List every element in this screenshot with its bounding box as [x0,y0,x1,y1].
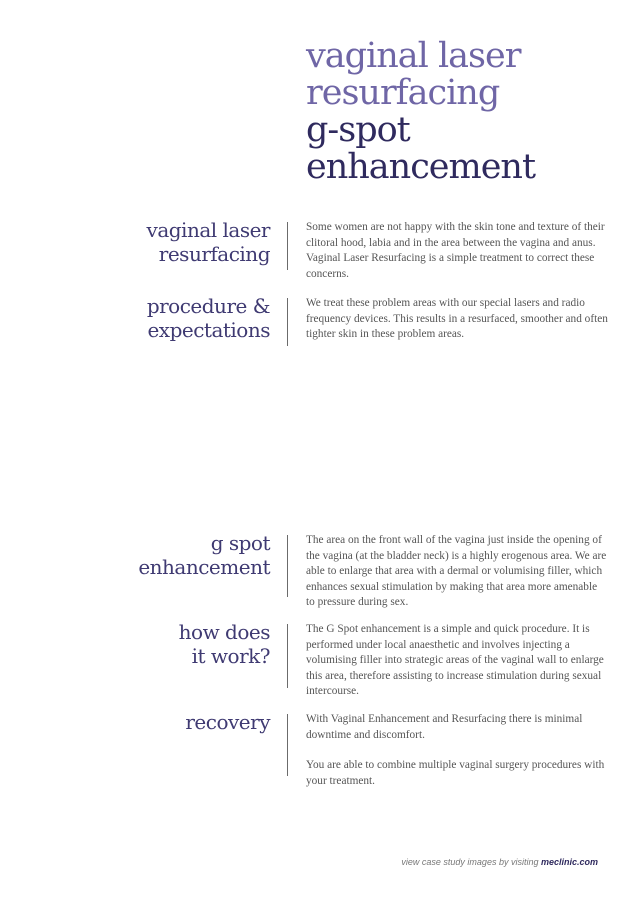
title-line-2: resurfacing [306,73,500,113]
section-divider [287,222,288,270]
label-line: resurfacing [158,242,270,266]
section-body [306,712,608,789]
footer-website-link[interactable]: meclinic.com [540,857,598,867]
body-paragraph: The area on the front wall of the vagina just inside the opening of the vagina (at the bladder neck) is a highly erogenous area. We are able to enlarge that area with a dermal or volumising filler, which enhances sexual stimulation by making that area more amenable to pressure during sex. [306,534,607,608]
body-paragraph: We treat these problem areas with our special lasers and radio frequency devices. This results in a resurfaced, smoother and often tighter skin in these problem areas. [306,297,608,340]
label-line: recovery [185,710,270,734]
section-body [306,296,608,343]
body-paragraph: Some women are not happy with the skin tone and texture of their clitoral hood, labia and in the area between the vagina and anus. Vaginal Laser Resurfacing is a simple treatment to correct these concerns. [306,221,605,280]
section-label [80,294,270,342]
footer-text: view case study images by visiting [401,857,541,867]
section-divider [287,714,288,776]
title-line-4: enhancement [306,147,536,187]
label-line: it work? [191,644,270,668]
section-label [80,531,270,579]
label-line: vaginal laser [146,218,270,242]
label-line: expectations [147,318,270,342]
label-line: procedure & [146,294,270,318]
body-paragraph: You are able to combine multiple vaginal surgery procedures with your treatment. [306,759,605,787]
body-paragraph: The G Spot enhancement is a simple and quick procedure. It is performed under local anaesthetic and involves injecting a volumising filler into strategic areas of the vaginal wall to enlarge this area, therefore assisting to increase stimulation during sexual intercourse. [306,623,604,697]
title-line-1: vaginal laser [306,36,521,76]
title-line-3: g-spot [306,110,410,150]
body-paragraph: With Vaginal Enhancement and Resurfacing there is minimal downtime and discomfort. [306,713,583,741]
section-label [80,710,270,734]
section-divider [287,624,288,688]
section-label [80,218,270,266]
section-divider [287,535,288,597]
section-label [80,620,270,668]
footer-note [401,857,598,867]
label-line: g spot [210,531,270,555]
section-body [306,220,608,282]
section-divider [287,298,288,346]
section-body [306,533,608,611]
page-title [306,38,535,186]
section-body [306,622,608,700]
label-line: enhancement [138,555,270,579]
label-line: how does [178,620,270,644]
